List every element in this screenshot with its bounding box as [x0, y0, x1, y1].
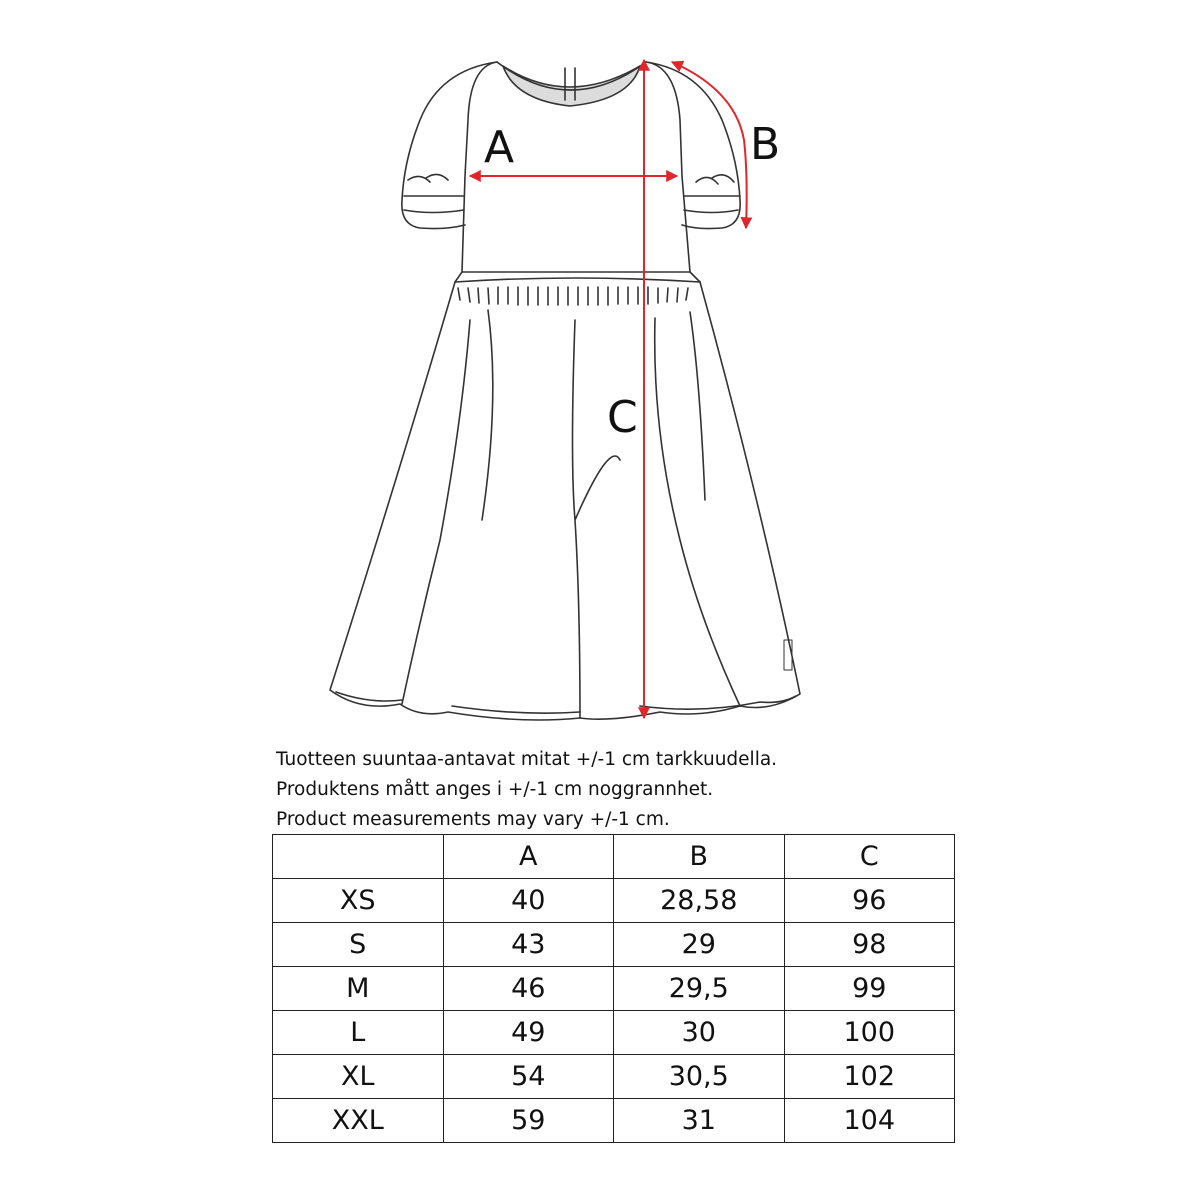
measurement-cell: 40: [443, 879, 614, 923]
measurement-cell: 99: [784, 967, 955, 1011]
measurement-cell: 31: [614, 1099, 785, 1143]
size-label-cell: XXL: [273, 1099, 444, 1143]
measurement-cell: 54: [443, 1055, 614, 1099]
table-row: [273, 1099, 955, 1143]
note-english: Product measurements may vary +/-1 cm.: [276, 809, 670, 830]
arrow-b: [672, 62, 747, 228]
measurement-cell: 46: [443, 967, 614, 1011]
skirt-outline: [330, 282, 800, 720]
measurement-cell: 100: [784, 1011, 955, 1055]
neckline-back: [503, 66, 640, 106]
table-header-cell: C: [784, 835, 955, 879]
size-label-cell: S: [273, 923, 444, 967]
table-row: [273, 879, 955, 923]
measurement-cell: 98: [784, 923, 955, 967]
measurement-cell: 104: [784, 1099, 955, 1143]
note-finnish: Tuotteen suuntaa-antavat mitat +/-1 cm tarkkuudella.: [276, 749, 778, 770]
table-header-cell: A: [443, 835, 614, 879]
measurement-cell: 28,58: [614, 879, 785, 923]
note-swedish: Produktens mått anges i +/-1 cm noggrannhet.: [276, 779, 714, 800]
table-row: [273, 1055, 955, 1099]
label-c: C: [607, 392, 638, 443]
measurement-cell: 43: [443, 923, 614, 967]
measurement-cell: 29: [614, 923, 785, 967]
size-tag: [784, 640, 792, 670]
size-table: [272, 834, 955, 1143]
size-label-cell: M: [273, 967, 444, 1011]
skirt-folds: [402, 310, 740, 718]
table-header-cell: [273, 835, 444, 879]
measurement-cell: 59: [443, 1099, 614, 1143]
measurement-cell: 102: [784, 1055, 955, 1099]
size-label-cell: XS: [273, 879, 444, 923]
table-row: [273, 923, 955, 967]
label-b: B: [750, 119, 781, 170]
size-label-cell: L: [273, 1011, 444, 1055]
measurement-cell: 30,5: [614, 1055, 785, 1099]
right-sleeve: [646, 62, 740, 229]
table-header-cell: B: [614, 835, 785, 879]
left-sleeve: [402, 62, 497, 229]
table-row: [273, 1011, 955, 1055]
size-label-cell: XL: [273, 1055, 444, 1099]
measurement-cell: 30: [614, 1011, 785, 1055]
measurement-cell: 96: [784, 879, 955, 923]
waist-gathers: [458, 287, 688, 305]
waist-seam: [455, 278, 700, 282]
measurement-cell: 49: [443, 1011, 614, 1055]
measurement-cell: 29,5: [614, 967, 785, 1011]
table-row: [273, 967, 955, 1011]
label-a: A: [484, 122, 515, 173]
dress-outline: [330, 62, 800, 720]
table-header-row: [273, 835, 955, 879]
